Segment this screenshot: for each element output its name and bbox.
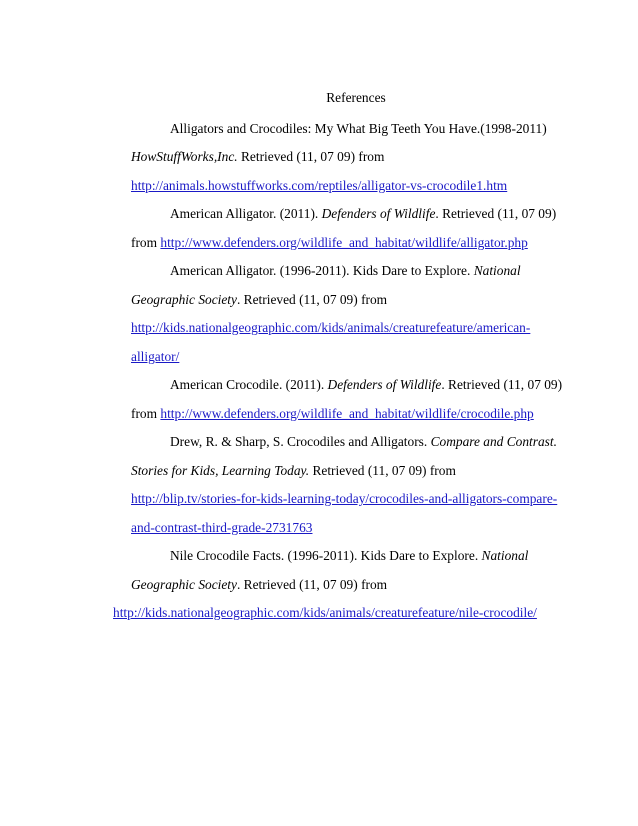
reference-1-line-2: HowStuffWorks,Inc. Retrieved (11, 07 09) from (131, 149, 385, 164)
reference-3-link-part-2[interactable]: alligator/ (131, 349, 180, 364)
reference-6-link[interactable]: http://kids.nationalgeographic.com/kids/animals/creaturefeature/nile-crocodile/ (113, 605, 537, 620)
reference-3-line-1: American Alligator. (1996-2011). Kids Dare to Explore. National (170, 263, 521, 278)
page-title: References (326, 90, 386, 105)
reference-1-line-1: Alligators and Crocodiles: My What Big Teeth You Have.(1998-2011) (170, 121, 547, 136)
reference-1-publisher: HowStuffWorks,Inc. (131, 149, 238, 164)
reference-4-link[interactable]: http://www.defenders.org/wildlife_and_habitat/wildlife/crocodile.php (160, 406, 534, 421)
reference-3-line-4 (131, 348, 179, 366)
reference-3-line-2: Geographic Society. Retrieved (11, 07 09) from (131, 292, 388, 307)
reference-5-line-3 (131, 490, 557, 508)
reference-6-line-3 (113, 604, 537, 622)
reference-3-link-part-1[interactable]: http://kids.nationalgeographic.com/kids/animals/creaturefeature/american- (131, 320, 531, 335)
reference-4-publisher: Defenders of Wildlife (327, 377, 442, 392)
reference-5-link-part-2[interactable]: and-contrast-third-grade-2731763 (131, 520, 313, 535)
reference-5-line-2: Stories for Kids, Learning Today. Retrieved (11, 07 09) from (131, 463, 456, 478)
reference-6-publisher-start: National (481, 548, 529, 563)
reference-6-publisher-end: Geographic Society (131, 577, 237, 592)
reference-5-series-end: Stories for Kids, Learning Today. (131, 463, 310, 478)
reference-2-line-2: from http://www.defenders.org/wildlife_and_habitat/wildlife/alligator.php (131, 235, 528, 250)
reference-1-line-3 (131, 177, 507, 195)
reference-2-line-1: American Alligator. (2011). Defenders of Wildlife. Retrieved (11, 07 09) (170, 206, 557, 221)
reference-6-line-2: Geographic Society. Retrieved (11, 07 09) from (131, 577, 388, 592)
reference-2-publisher: Defenders of Wildlife (321, 206, 436, 221)
reference-5-link-part-1[interactable]: http://blip.tv/stories-for-kids-learning-today/crocodiles-and-alligators-compare- (131, 491, 558, 506)
reference-6-line-1: Nile Crocodile Facts. (1996-2011). Kids Dare to Explore. National (170, 548, 529, 563)
reference-5-series-start: Compare and Contrast. (430, 434, 557, 449)
reference-5-line-1: Drew, R. & Sharp, S. Crocodiles and Alligators. Compare and Contrast. (170, 434, 557, 449)
reference-5-line-4 (131, 519, 312, 537)
reference-3-line-3 (131, 319, 530, 337)
reference-3-publisher-end: Geographic Society (131, 292, 237, 307)
reference-4-line-1: American Crocodile. (2011). Defenders of Wildlife. Retrieved (11, 07 09) (170, 377, 563, 392)
reference-1-link[interactable]: http://animals.howstuffworks.com/reptiles/alligator-vs-crocodile1.htm (131, 178, 508, 193)
reference-3-publisher-start: National (473, 263, 521, 278)
reference-2-link[interactable]: http://www.defenders.org/wildlife_and_habitat/wildlife/alligator.php (160, 235, 528, 250)
reference-4-line-2: from http://www.defenders.org/wildlife_and_habitat/wildlife/crocodile.php (131, 406, 534, 421)
